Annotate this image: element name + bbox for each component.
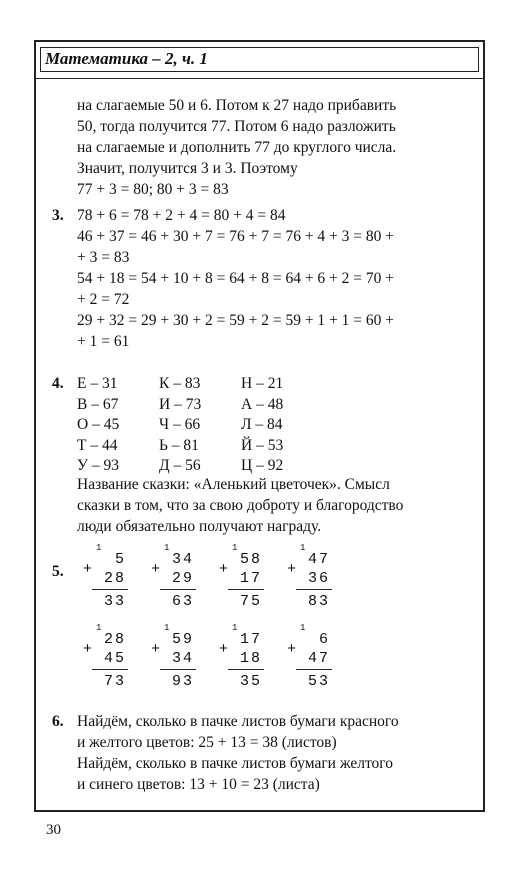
table-cell: О – 45 [77,416,120,433]
addend-bottom: 36 [307,570,330,587]
addend-top: 58 [239,551,262,568]
sum-line [160,669,196,670]
task-3-line: 46 + 37 = 46 + 30 + 7 = 76 + 7 = 76 + 4 + 3 = 80 + [77,228,395,245]
sum: 35 [239,673,262,690]
addend-bottom: 28 [103,570,126,587]
addend-bottom: 17 [239,570,262,587]
carry-digit: 1 [96,543,102,553]
sum: 73 [103,673,126,690]
table-cell: Й – 53 [241,436,284,454]
addend-top: 5 [114,551,126,568]
table-row [77,374,323,395]
addend-top: 6 [318,631,330,648]
task-3-line: + 1 = 61 [77,333,130,350]
intro-line: на слагаемые и дополнить 77 до круглого числа. [77,139,397,156]
column-addition [287,622,330,702]
task-4-number: 4. [52,375,64,392]
column-addition [151,622,194,702]
plus-sign: + [219,641,229,658]
carry-digit: 1 [300,623,306,633]
task-6-line: и желтого цветов: 25 + 13 = 38 (листов) [77,734,337,751]
sum: 53 [307,673,330,690]
carry-digit: 1 [164,543,170,553]
sum-line [228,669,264,670]
addend-top: 59 [171,631,194,648]
sum: 63 [171,593,194,610]
addend-top: 17 [239,631,262,648]
task-4-text-line: люди обязательно получают награду. [77,518,322,535]
intro-line: Значит, получится 3 и 3. Поэтому [77,160,298,177]
sum-line [160,589,196,590]
task-3-line: 29 + 32 = 29 + 30 + 2 = 59 + 2 = 59 + 1 + 1 = 60 + [77,312,395,329]
addend-bottom: 29 [171,570,194,587]
addend-top: 47 [307,551,330,568]
table-row [77,415,323,436]
column-addition [83,622,126,702]
table-cell: Л – 84 [241,416,283,433]
carry-digit: 1 [300,543,306,553]
table-row [77,456,323,477]
plus-sign: + [151,561,161,578]
addend-bottom: 47 [307,650,330,667]
plus-sign: + [151,641,161,658]
plus-sign: + [83,641,93,658]
task-3-line: 78 + 6 = 78 + 2 + 4 = 80 + 4 = 84 [77,207,286,224]
task-4-text-line: Название сказки: «Аленький цветочек». Смысл [77,476,390,493]
addend-top: 28 [103,631,126,648]
table-cell: Ь – 81 [159,436,199,454]
table-cell: У – 93 [77,457,119,474]
intro-line: на слагаемые 50 и 6. Потом к 27 надо прибавить [77,97,397,114]
task-4-text-line: сказки в том, что за свою доброту и благородство [77,497,404,514]
task-6-number: 6. [52,713,64,730]
table-row [77,436,323,457]
sum: 93 [171,673,194,690]
task-3-line: + 3 = 83 [77,249,130,266]
table-cell: В – 67 [77,395,119,413]
sum: 33 [103,593,126,610]
task-3-number: 3. [52,207,64,224]
table-cell: Д – 56 [159,457,201,474]
table-cell: Ц – 92 [241,457,284,474]
column-addition [83,542,126,622]
plus-sign: + [287,561,297,578]
carry-digit: 1 [96,623,102,633]
column-addition [219,622,262,702]
sum-line [92,589,128,590]
plus-sign: + [287,641,297,658]
sum: 83 [307,593,330,610]
table-row [77,395,323,416]
page-frame [34,40,485,812]
addend-bottom: 18 [239,650,262,667]
letter-number-table [77,374,323,477]
sum: 75 [239,593,262,610]
carry-digit: 1 [232,543,238,553]
page-header-title: Математика – 2, ч. 1 [40,47,479,72]
task-6-line: Найдём, сколько в пачке листов бумаги желтого [77,755,394,772]
carry-digit: 1 [232,623,238,633]
sum-line [228,589,264,590]
table-cell: Ч – 66 [159,416,201,433]
table-cell: Е – 31 [77,375,118,392]
table-cell: Т – 44 [77,436,118,454]
intro-line: 77 + 3 = 80; 80 + 3 = 83 [77,181,229,198]
task-3-line: + 2 = 72 [77,291,130,308]
task-6-line: Найдём, сколько в пачке листов бумаги красного [77,713,399,730]
column-addition [287,542,330,622]
addend-bottom: 34 [171,650,194,667]
table-cell: И – 73 [159,395,202,413]
table-cell: К – 83 [159,375,201,392]
column-addition [151,542,194,622]
table-cell: А – 48 [241,395,284,413]
header-band [36,42,483,79]
table-cell: Н – 21 [241,375,284,392]
addend-bottom: 45 [103,650,126,667]
intro-line: 50, тогда получится 77. Потом 6 надо разложить [77,118,396,135]
plus-sign: + [83,561,93,578]
carry-digit: 1 [164,623,170,633]
task-3-line: 54 + 18 = 54 + 10 + 8 = 64 + 8 = 64 + 6 + 2 = 70 + [77,270,395,287]
addend-top: 34 [171,551,194,568]
sum-line [92,669,128,670]
page-number: 30 [46,822,61,838]
sum-line [296,589,332,590]
column-addition [219,542,262,622]
sum-line [296,669,332,670]
task-6-line: и синего цветов: 13 + 10 = 23 (листа) [77,776,320,793]
task-5-number: 5. [52,563,64,580]
plus-sign: + [219,561,229,578]
